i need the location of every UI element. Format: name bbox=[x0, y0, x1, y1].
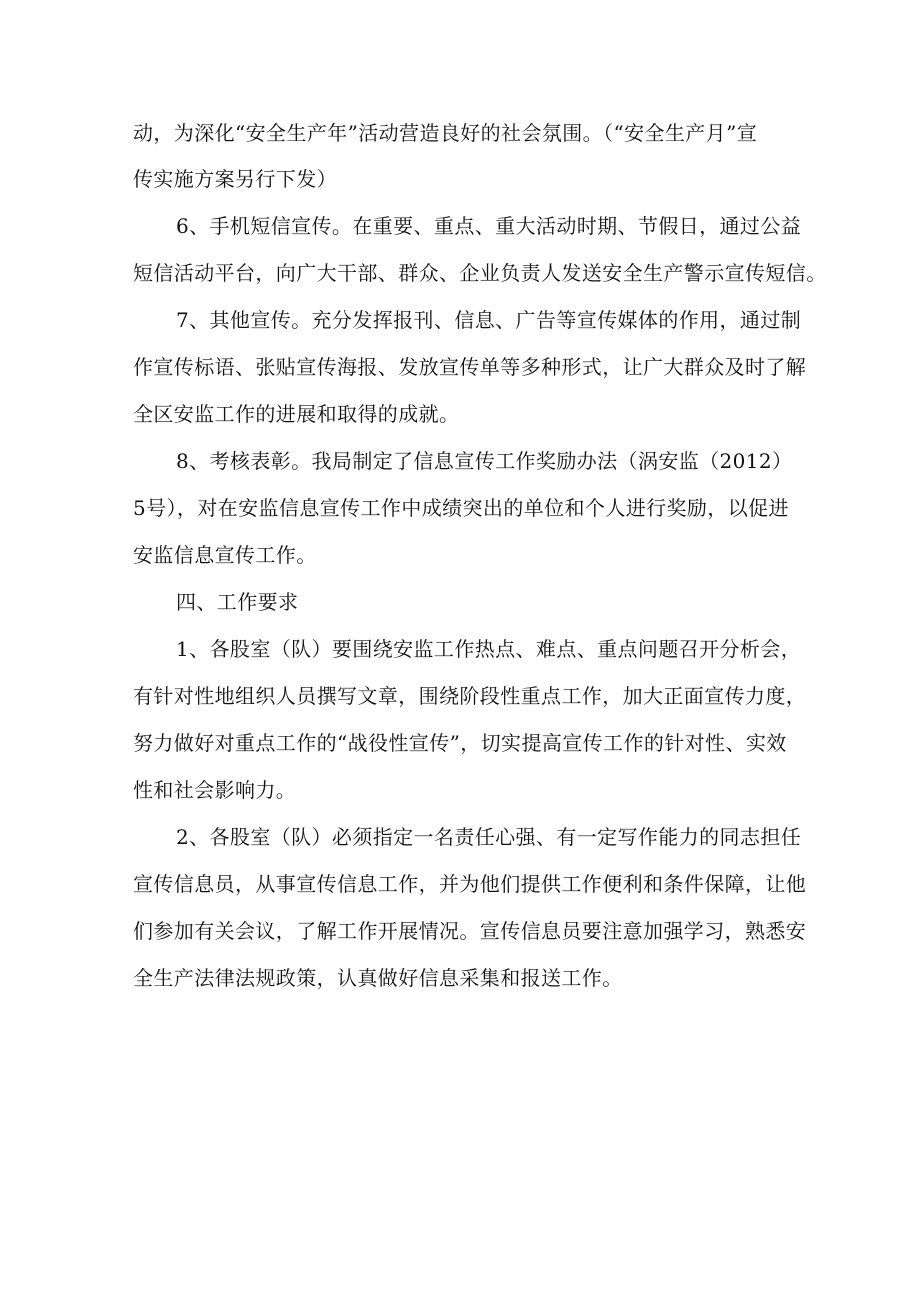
text-line: 6、手机短信宣传。在重要、重点、重大活动时期、节假日，通过公益 bbox=[176, 214, 802, 238]
text-line: 5号），对在安监信息宣传工作中成绩突出的单位和个人进行奖励，以促进 bbox=[133, 496, 789, 520]
text-line: 全生产法律法规政策，认真做好信息采集和报送工作。 bbox=[133, 966, 623, 990]
text-line: 7、其他宣传。充分发挥报刊、信息、广告等宣传媒体的作用，通过制 bbox=[176, 308, 802, 332]
text-line: 宣传信息员，从事宣传信息工作，并为他们提供工作便利和条件保障，让他 bbox=[133, 872, 807, 896]
section-heading: 四、工作要求 bbox=[176, 590, 299, 614]
text-line: 性和社会影响力。 bbox=[133, 778, 297, 802]
text-line: 传实施方案另行下发） bbox=[133, 167, 337, 191]
text-line: 2、各股室（队）必须指定一名责任心强、有一定写作能力的同志担任 bbox=[176, 825, 802, 849]
text-line: 安监信息宣传工作。 bbox=[133, 543, 317, 567]
text-line: 们参加有关会议，了解工作开展情况。宣传信息员要注意加强学习，熟悉安 bbox=[133, 919, 807, 943]
text-line: 1、各股室（队）要围绕安监工作热点、难点、重点问题召开分析会， bbox=[176, 637, 802, 661]
text-line: 努力做好对重点工作的“战役性宣传”，切实提高宣传工作的针对性、实效 bbox=[133, 731, 787, 755]
text-line: 作宣传标语、张贴宣传海报、发放宣传单等多种形式，让广大群众及时了解 bbox=[133, 355, 807, 379]
text-line: 8、考核表彰。我局制定了信息宣传工作奖励办法（涡安监（2012） bbox=[176, 449, 793, 473]
text-line: 短信活动平台，向广大干部、群众、企业负责人发送安全生产警示宣传短信。 bbox=[133, 261, 827, 285]
text-line: 全区安监工作的进展和取得的成就。 bbox=[133, 402, 460, 426]
text-line: 动，为深化“安全生产年”活动营造良好的社会氛围。（“安全生产月”宣 bbox=[133, 121, 758, 145]
text-line: 有针对性地组织人员撰写文章，围绕阶段性重点工作，加大正面宣传力度， bbox=[133, 684, 807, 708]
